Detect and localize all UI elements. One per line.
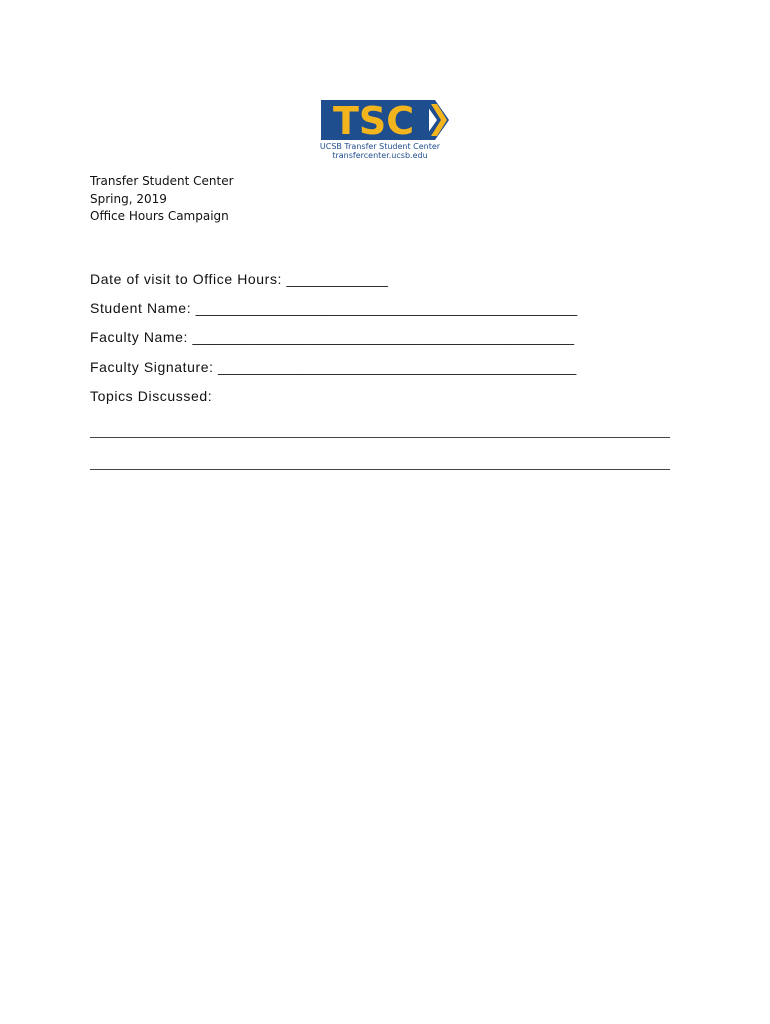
logo-letters: TSC [333,99,415,142]
date-blank: _____________ [286,271,388,287]
student-blank: _________________________________________________ [195,300,578,316]
document-header [90,173,234,226]
student-row [90,300,577,316]
header-line-campaign: Office Hours Campaign [90,209,229,223]
faculty-blank: _________________________________________________ [192,329,575,345]
tsc-logo-mark [319,98,455,142]
signature-row [90,359,576,375]
topics-row [90,388,212,404]
faculty-label: Faculty Name: [90,329,193,345]
topics-label: Topics Discussed: [90,388,213,404]
date-row [90,271,388,287]
logo-caption-line1: UCSB Transfer Student Center [319,142,441,151]
signature-blank: ______________________________________________ [218,359,577,375]
topics-line-2 [90,469,670,470]
topics-line-1 [90,437,670,438]
logo-caption-line2: transfercenter.ucsb.edu [332,151,428,160]
signature-label: Faculty Signature: [90,359,219,375]
faculty-row [90,329,574,345]
student-label: Student Name: [90,300,196,316]
header-line-center: Transfer Student Center [90,174,234,188]
header-line-term: Spring, 2019 [90,191,167,206]
tsc-logo [319,98,455,162]
date-label: Date of visit to Office Hours: [90,271,287,287]
